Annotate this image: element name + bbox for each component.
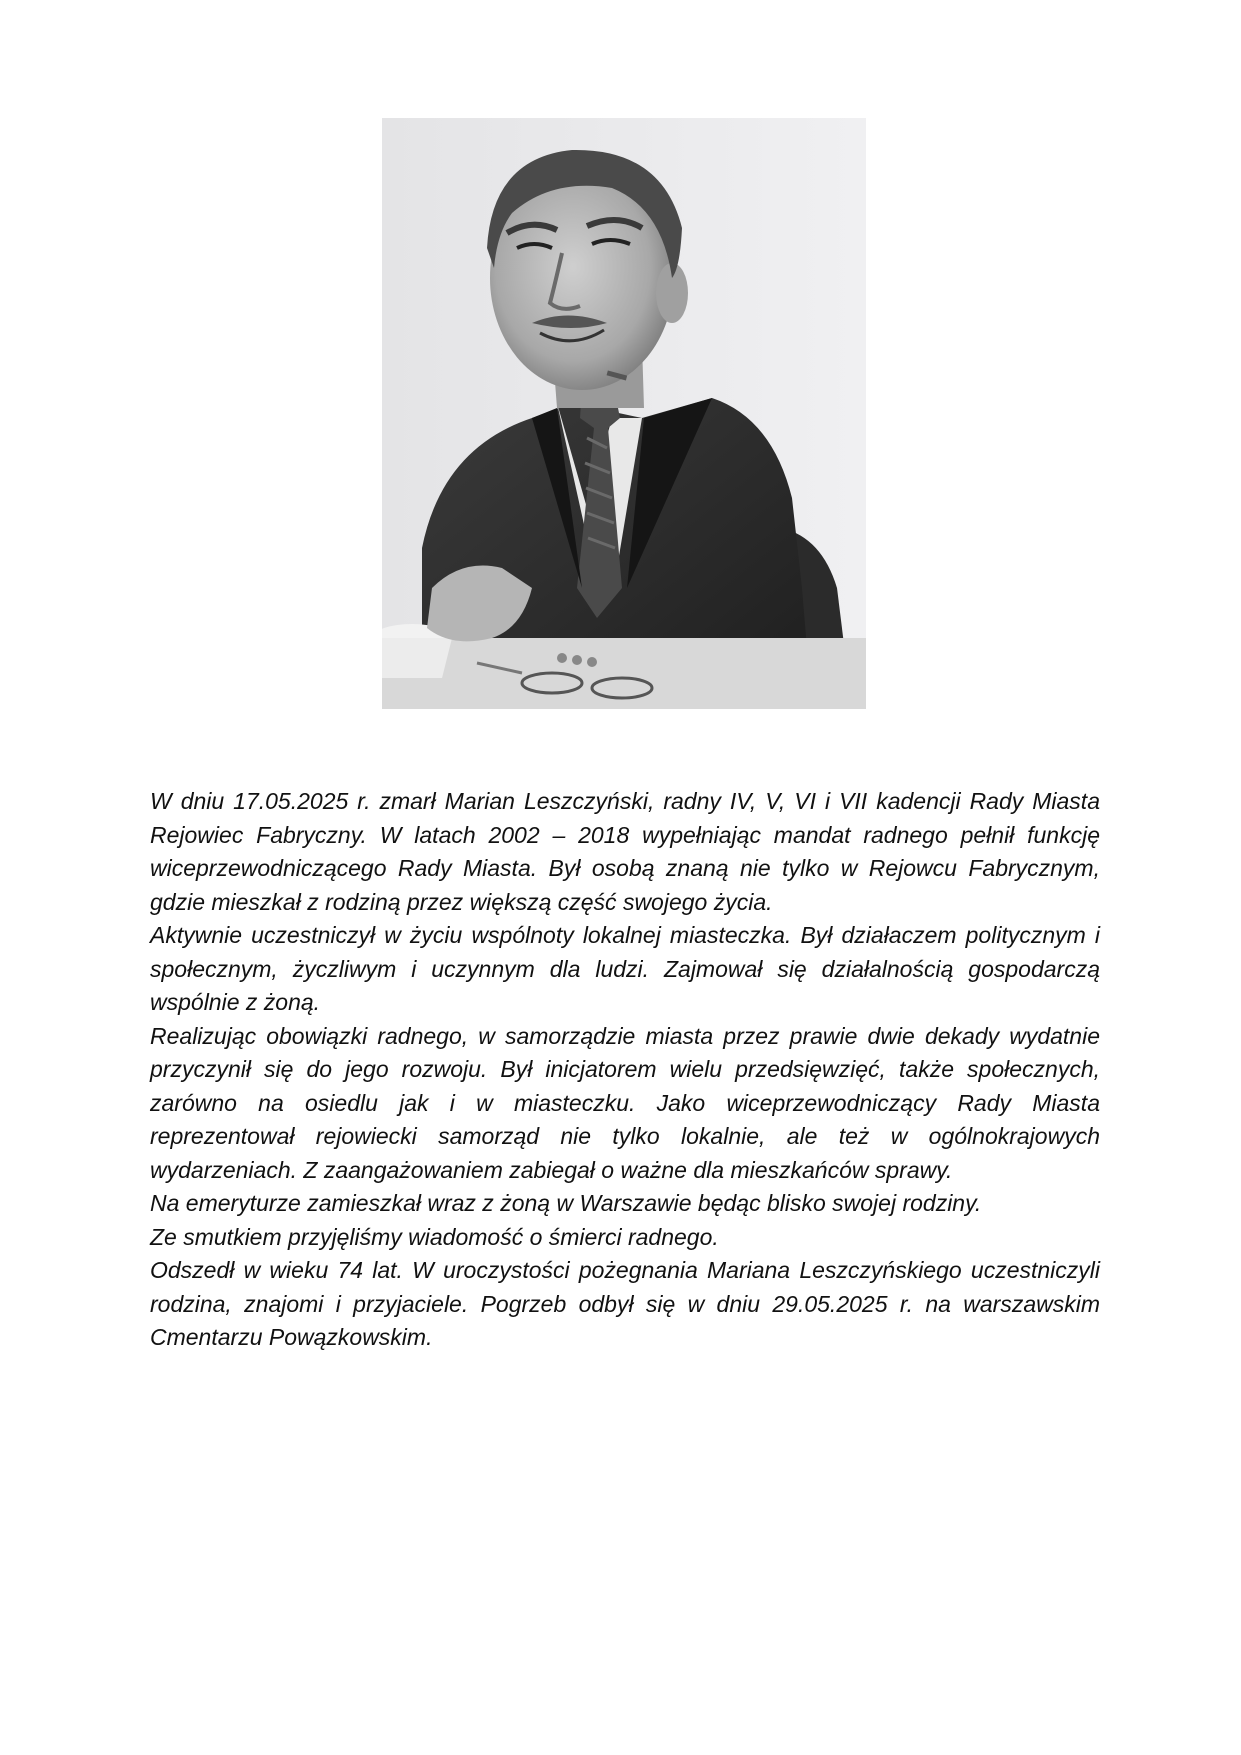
portrait-photo	[382, 118, 866, 709]
paragraph: Ze smutkiem przyjęliśmy wiadomość o śmierci radnego.	[150, 1223, 719, 1250]
paragraph: Aktywnie uczestniczył w życiu wspólnoty lokalnej miasteczka. Był działaczem politycznym i społecznym, życzliwym i uczynnym dla ludzi. Zajmował się działalnością gospodarczą wspólnie z żoną.	[150, 922, 1100, 1015]
paragraph: W dniu 17.05.2025 r. zmarł Marian Leszczyński, radny IV, V, VI i VII kadencji Rady Miasta Rejowiec Fabryczny. W latach 2002 – 2018 wypełniając mandat radnego pełnił funkcję wiceprzewodniczącego Rady Miasta. Był osobą znaną nie tylko w Rejowcu Fabrycznym, gdzie mieszkał z rodziną przez większą część swojego życia.	[150, 788, 1100, 915]
paragraph: Na emeryturze zamieszkał wraz z żoną w Warszawie będąc blisko swojej rodziny.	[150, 1190, 982, 1216]
paragraph: Realizując obowiązki radnego, w samorządzie miasta przez prawie dwie dekady wydatnie przyczynił się do jego rozwoju. Był inicjatorem wielu przedsięwzięć, także społecznych, zarówno na osiedlu jak i w miasteczku. Jako wiceprzewodniczący Rady Miasta reprezentował rejowiecki samorząd nie tylko lokalnie, ale też w ogólnokrajowych wydarzeniach. Z zaangażowaniem zabiegał o ważne dla mieszkańców sprawy.	[150, 1022, 1100, 1183]
paragraph: Odszedł w wieku 74 lat. W uroczystości pożegnania Mariana Leszczyńskiego uczestniczyli rodzina, znajomi i przyjaciele. Pogrzeb odbył się w dniu 29.05.2025 r. na warszawskim Cmentarzu Powązkowskim.	[150, 1257, 1100, 1350]
obituary-text	[150, 785, 1100, 1355]
